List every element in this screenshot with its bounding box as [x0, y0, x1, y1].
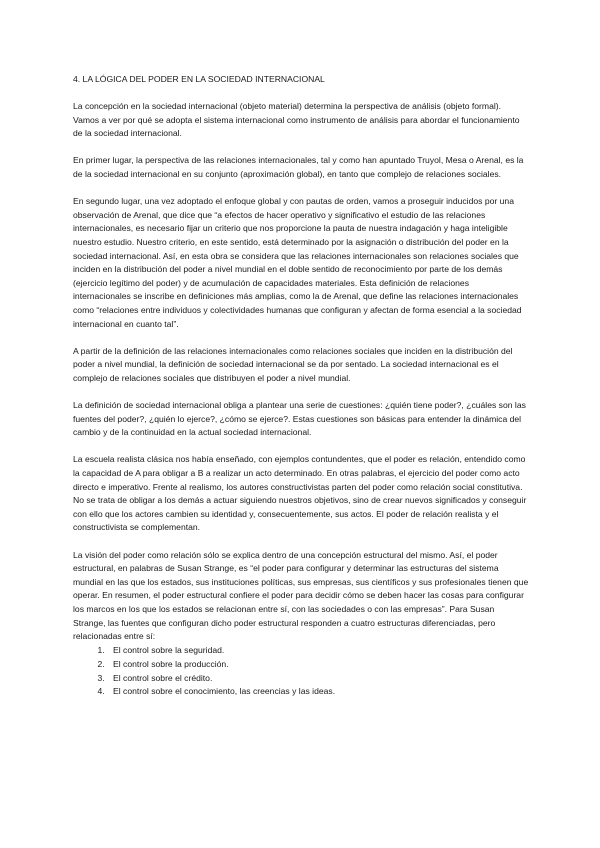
list-item-credit: 3. El control sobre el crédito.: [107, 672, 529, 686]
paragraph-5: La definición de sociedad internacional obliga a plantear una serie de cuestiones: ¿quién tiene poder?, ¿cuáles son las fuentes del poder?, ¿quién lo ejerce?, ¿cómo se ejerce?. Estas cuestiones son básicas para entender la dinámica del cambio y de la continuidad en la actual sociedad internacional.: [73, 400, 526, 438]
paragraph-6: La escuela realista clásica nos había enseñado, con ejemplos contundentes, que el poder es relación, entendido como la capacidad de A para obligar a B a realizar un acto determinado. En otras palabras, el ejercicio del poder como acto directo e imperativo. Frente al realismo, los autores constructivistas parten del poder como relación social constitutiva. No se trata de obligar a los demás a actuar siguiendo nuestros objetivos, sino de crear nuevos significados y conseguir con ello que los actores cambien su identidad y, consecuentemente, sus actos. El poder de relación realista y el constructivista se complementan.: [73, 454, 527, 533]
structures-list: [73, 644, 529, 698]
paragraph-7: La visión del poder como relación sólo se explica dentro de una concepción estructural del mismo. Así, el poder estructural, en palabras de Susan Strange, es “el poder para configurar y determinar las estructuras del sistema mundial en las que los estados, sus instituciones políticas, sus empresas, sus científicos y sus profesionales tienen que operar. En resumen, el poder estructural confiere el poder para decidir cómo se deben hacer las cosas para configurar los marcos en los que los estados se relacionan entre sí, con las sociedades o con las empresas”. Para Susan Strange, las fuentes que configuran dicho poder estructural responden a cuatro estructuras diferenciadas, pero relacionadas entre sí:: [73, 549, 529, 642]
paragraph-3: En segundo lugar, una vez adoptado el enfoque global y con pautas de orden, vamos a proseguir inducidos por una observación de Arenal, que dice que “a efectos de hacer operativo y significativo el estudio de las relaciones internacionales, es necesario fijar un criterio que nos proporcione la pauta de nuestra indagación y haga inteligible nuestro estudio. Nuestro criterio, en este sentido, está determinado por la asignación o distribución del poder en la sociedad internacional. Así, en esta obra se considera que las relaciones internacionales son relaciones sociales que inciden en la distribución del poder a nivel mundial en el doble sentido de reconocimiento por parte de los demás (ejercicio legítimo del poder) y de acumulación de capacidades materiales. Esta definición de relaciones internacionales se inscribe en definiciones más amplias, como la de Arenal, que define las relaciones internacionales como “relaciones entre individuos y colectividades humanas que configuran y afectan de forma esencial a la sociedad internacional en cuanto tal”.: [73, 196, 522, 329]
list-item-knowledge: 4. El control sobre el conocimiento, las creencias y las ideas.: [107, 685, 529, 699]
section-heading: 4. LA LÓGICA DEL PODER EN LA SOCIEDAD INTERNACIONAL: [73, 74, 325, 84]
document-body: [73, 73, 529, 699]
paragraph-4: A partir de la definición de las relaciones internacionales como relaciones sociales que inciden en la distribución del poder a nivel mundial, la definición de sociedad internacional se da por sentado. La sociedad internacional es el complejo de relaciones sociales que distribuyen el poder a nivel mundial.: [73, 345, 513, 383]
paragraph-2: En primer lugar, la perspectiva de las relaciones internacionales, tal y como han apuntado Truyol, Mesa o Arenal, es la de la sociedad internacional en su conjunto (aproximación global), en tanto que complejo de relaciones sociales.: [73, 155, 524, 179]
list-item-security: 1. El control sobre la seguridad.: [107, 644, 529, 658]
paragraph-1: La concepción en la sociedad internacional (objeto material) determina la perspectiva de análisis (objeto formal). Vamos a ver por qué se adopta el sistema internacional como instrumento de análisis para abordar el funcionamiento de la sociedad internacional.: [73, 101, 520, 139]
list-item-production: 2. El control sobre la producción.: [107, 658, 529, 672]
